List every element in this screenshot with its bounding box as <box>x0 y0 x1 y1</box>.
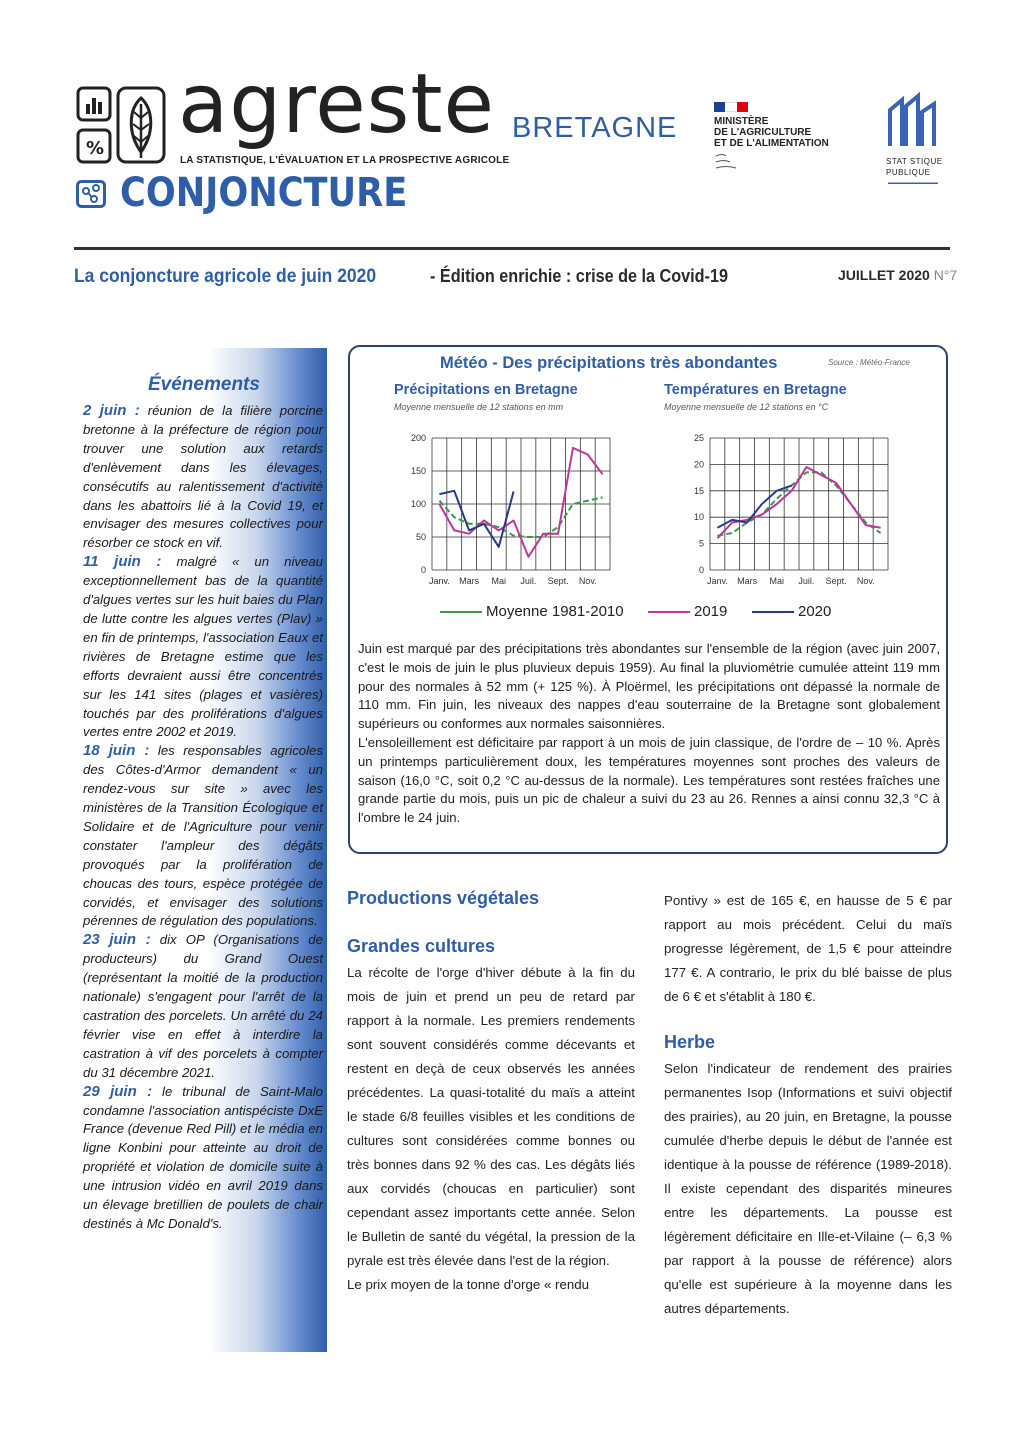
issue-date <box>838 267 957 283</box>
svg-text:%: % <box>86 138 105 159</box>
stat-publique-label <box>886 156 943 178</box>
chart-legend <box>440 603 860 623</box>
stat-line-1: STAT STIQUE <box>886 157 943 166</box>
event-text: les responsables agricoles des Côtes-d'Armor demandent « un rendez-vous sur site » avec les ministères de la Transition Écologique et Solidaire et de l'Agriculture pour venir constater l'ampleur des dégâts provoqués par la prolifération de choucas des tours, espèce protégée de corvidés, et envisager des solutions pérennes de régulation des populations. <box>83 743 323 929</box>
ministry-line-3: ET DE L'ALIMENTATION <box>714 138 829 149</box>
document-subtitle: La conjoncture agricole de juin 2020 <box>74 266 377 287</box>
brand-name: agreste <box>178 57 495 152</box>
event-text: le tribunal de Saint-Malo condamne l'association antispéciste DxE France (devenue Red Pill) et le média en ligne Konbini pour atteinte au droit de propriété et violation de domicile suite à une intrusion vidéo en avril 2019 dans un élevage bretillien de poulets de chair destinés à Mc Donald's. <box>83 1083 323 1231</box>
event-date: 29 juin : <box>83 1082 153 1100</box>
grandes-cultures-text <box>347 961 635 1297</box>
legend-item-2019 <box>648 603 727 620</box>
x-tick-label: Janv. <box>428 576 450 586</box>
republic-motto-icon <box>714 152 744 172</box>
publication-date: JUILLET 2020 <box>838 267 930 283</box>
temp-chart <box>668 426 898 592</box>
event-date: 23 juin : <box>83 931 151 949</box>
event-date: 18 juin : <box>83 742 150 760</box>
legend-item-average <box>440 603 624 620</box>
precip-chart <box>390 426 620 592</box>
y-tick-label: 10 <box>693 512 704 523</box>
y-tick-label: 5 <box>698 538 704 549</box>
x-tick-label: Janv. <box>706 576 728 586</box>
y-tick-label: 200 <box>410 433 426 443</box>
gc-paragraph: Le prix moyen de la tonne d'orge « rendu <box>347 1277 590 1292</box>
meteo-source: Source : Météo-France <box>828 358 910 367</box>
grandes-cultures-title: Grandes cultures <box>347 936 496 956</box>
legend-label: Moyenne 1981-2010 <box>486 603 624 620</box>
meteo-paragraph: L'ensoleillement est déficitaire par rapport à un mois de juin classique, de l'ordre de – 10 %. Après un printemps particulièrement doux, les températures moyennes sont proches des valeurs de saison (16,0 °C, soit 0,2 °C au-dessus de la normale). Les températures sont restées fraîches une grande partie du mois, puis un pic de chaleur a suivi du 23 au 26. Rennes a ainsi connu 32,3 °C à l'ombre le 24 juin. <box>358 734 940 826</box>
temp-chart-title: Températures en Bretagne <box>664 382 847 398</box>
event-text: dix OP (Organisations de producteurs) du Grand Ouest (représentant la moitié de la production nationale) s'engagent pour l'arrêt de la castration des porcelets. Un arrêté du 24 février vise en effet à interdire la castration à vif des porcelets à compter du 31 décembre 2021. <box>83 932 323 1080</box>
meteo-text <box>358 640 940 828</box>
x-tick-label: Juil. <box>798 576 815 586</box>
productions-title: Productions végétales <box>347 888 540 908</box>
brand-tagline: LA STATISTIQUE, L'ÉVALUATION ET LA PROSPECTIVE AGRICOLE <box>180 155 510 166</box>
legend-item-2020 <box>752 603 831 620</box>
y-tick-label: 20 <box>693 459 704 470</box>
x-tick-label: Mai <box>769 576 785 586</box>
x-tick-label: Mars <box>459 576 480 586</box>
y-tick-label: 100 <box>410 499 426 509</box>
stat-line-2: PUBLIQUE <box>886 168 931 177</box>
event-text: réunion de la filière porcine bretonne à la préfecture de région pour trouver une solution aux retards d'enlèvement dans les élevages, consécutifs au ralentissement d'activité dans les abattoirs lié à la Covid 19, et envisager des mesures collectives pour résorber ce stock en vif. <box>83 403 323 551</box>
y-tick-label: 150 <box>410 466 426 476</box>
event-date: 2 juin : <box>83 402 140 419</box>
ministry-logo <box>714 102 829 177</box>
french-flag-icon <box>714 102 748 112</box>
event-text: malgré « un niveau exceptionnellement bas de la quantité d'algues vertes sur les huit baies du Plan de lutte contre les algues vertes (Plav) » en fin de printemps, l'association Eaux et rivières de Bretagne estime que les efforts devraient aussi être concentrés sur les 141 sites (plages et vasières) touchés par des proliférations d'algues vertes entre 2002 et 2019. <box>83 554 323 740</box>
x-tick-label: Mai <box>491 576 507 586</box>
precip-chart-title: Précipitations en Bretagne <box>394 382 578 398</box>
header-divider <box>74 247 950 250</box>
y-tick-label: 15 <box>693 485 704 496</box>
x-tick-label: Nov. <box>856 576 875 586</box>
event-date: 11 juin : <box>83 553 162 571</box>
x-tick-label: Sept. <box>547 576 569 586</box>
events-list <box>83 402 323 1234</box>
y-tick-label: 50 <box>415 532 426 542</box>
meteo-title: Météo - Des précipitations très abondantes <box>440 354 778 372</box>
edition-label: - Édition enrichie : crise de la Covid-19 <box>430 266 728 286</box>
gc-paragraph: La récolte de l'orge d'hiver débute à la fin du mois de juin et prend un peu de retard par rapport à la normale. Les premiers rendements sont souvent considérés comme décevants et restent en deçà de ceux observés les années précédentes. La quasi-totalité du maïs a atteint le stade 6/8 feuilles visibles et les conditions de cultures sont considérées comme bonnes ou très bonnes dans 92 % des cas. Les dégâts liés aux corvidés (choucas en particulier) sont cependant assez importants cette année. Selon le Bulletin de santé du végétal, la pression de la pyrale est très élevée dans l'est de la région. <box>347 965 635 1268</box>
legend-label: 2019 <box>694 603 728 620</box>
x-tick-label: Mars <box>737 576 758 586</box>
agreste-logo-icon <box>76 86 166 166</box>
ministry-line-2: DE L'AGRICULTURE <box>714 127 812 138</box>
y-tick-label: 0 <box>698 565 704 575</box>
series-title: CONJONCTURE <box>120 170 408 216</box>
temp-chart-subtitle: Moyenne mensuelle de 12 stations en °C <box>664 402 829 412</box>
precip-chart-subtitle: Moyenne mensuelle de 12 stations en mm <box>394 402 564 412</box>
herbe-title: Herbe <box>664 1032 716 1052</box>
x-tick-label: Nov. <box>578 576 597 586</box>
ministry-line-1: MINISTÈRE <box>714 116 769 127</box>
meteo-paragraph: Juin est marqué par des précipitations très abondantes sur l'ensemble de la région (avec juin 2007, c'est le mois de juin le plus pluvieux depuis 1959). Au final la pluviométrie cumulée atteint 119 mm pour des normales à 52 mm (+ 125 %). À Ploërmel, les précipitations ont dépassé la normale de 110 mm. Fin juin, les niveaux des nappes d'eau souterraine de la Bretagne sont globalement supérieurs ou conformes aux normales saisonnières. <box>358 641 940 732</box>
prices-text: Pontivy » est de 165 €, en hausse de 5 € par rapport au mois précédent. Celui du maïs progresse légèrement, de 1,5 € pour atteindre 177 €. A contrario, le prix du blé baisse de plus de 6 € et s'établit à 180 €. <box>664 893 952 1004</box>
events-title: Événements <box>148 374 260 395</box>
x-tick-label: Juil. <box>520 576 537 586</box>
issue-number: N°7 <box>933 267 958 283</box>
y-tick-label: 0 <box>420 565 426 575</box>
x-tick-label: Sept. <box>825 576 847 586</box>
herbe-text: Selon l'indicateur de rendement des prairies permanentes Isop (Informations et suivi objectif des prairies), au 20 juin, en Bretagne, la pousse cumulée d'herbe depuis le début de l'année est identique à la pousse de référence (1989-2018). Il existe cependant des disparités mineures entre les départements. La pousse est légèrement déficitaire en Ille-et-Vilaine (– 6,3 % par rapport à la pousse de référence) alors qu'elle est supérieure à la moyenne dans les autres départements. <box>664 1061 952 1316</box>
conjoncture-icon <box>76 180 106 208</box>
legend-label: 2020 <box>798 603 832 620</box>
region-name: BRETAGNE <box>512 112 678 144</box>
y-tick-label: 25 <box>693 433 704 443</box>
